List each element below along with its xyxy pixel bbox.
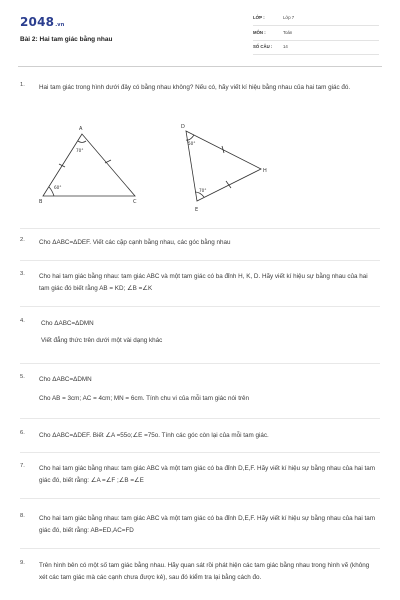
question-8 xyxy=(20,513,380,543)
question-6 xyxy=(20,430,380,450)
question-divider xyxy=(20,452,380,453)
question-number: 8. xyxy=(20,513,25,519)
question-divider xyxy=(20,418,380,419)
meta-value: Toán xyxy=(283,30,293,35)
vertex-label-b: B xyxy=(39,199,43,205)
question-3 xyxy=(20,271,380,301)
question-subtext: Cho AB = 3cm; AC = 4cm; MN = 6cm. Tính chu vi của mỗi tam giác nói trên xyxy=(39,395,250,402)
question-text: Cho ΔABC=ΔDEF. Viết các cặp cạnh bằng nhau, các góc bằng nhau xyxy=(39,239,231,246)
question-number: 4. xyxy=(20,318,25,324)
meta-row-subject xyxy=(253,29,379,41)
question-divider xyxy=(20,260,380,261)
meta-value: Lớp 7 xyxy=(283,15,295,20)
question-divider xyxy=(20,498,380,499)
question-text: Cho hai tam giác bằng nhau: tam giác ABC và một tam giác có ba đỉnh D,E,F. Hãy viết kí hiệu sự bằng nhau của hai tam giác đó, biết rằng: AB=ED,AC=FD xyxy=(39,515,376,534)
question-number: 9. xyxy=(20,560,25,566)
question-divider xyxy=(20,548,380,549)
question-text: Cho hai tam giác bằng nhau: tam giác ABC và một tam giác có ba đỉnh H, K, D. Hãy viết kí hiệu sự bằng nhau của hai tam giác đó biết rằng AB = KD; ∠B =∠K xyxy=(39,273,368,292)
question-number: 2. xyxy=(20,237,25,243)
logo-text: 2048 xyxy=(20,15,55,29)
meta-value: 14 xyxy=(283,44,288,49)
vertex-label-h: H xyxy=(263,168,267,174)
angle-label-b: 60° xyxy=(54,185,62,190)
angle-label-e: 70° xyxy=(199,188,207,193)
question-2 xyxy=(20,237,380,257)
lesson-title: Bài 2: Hai tam giác bằng nhau xyxy=(20,36,113,43)
question-divider xyxy=(20,306,380,307)
question-9 xyxy=(20,560,380,600)
vertex-label-a: A xyxy=(79,126,83,132)
question-1 xyxy=(20,82,380,232)
meta-label: LỚP : xyxy=(253,15,265,20)
page-header xyxy=(0,0,400,66)
question-subtext: Viết đẳng thức trên dưới một vài dạng khác xyxy=(41,337,163,344)
question-number: 5. xyxy=(20,374,25,380)
question-text: Trên hình bên có một số tam giác bằng nhau. Hãy quan sát rồi phát hiện các tam giác bằng nhau trong hình vẽ (không xét các tam giác mà các cạnh chưa được kẻ), sau đó kiểm tra lại bằng cách đo. xyxy=(39,562,370,581)
vertex-label-e: E xyxy=(195,207,199,213)
vertex-label-d: D xyxy=(181,124,185,130)
meta-row-count xyxy=(253,43,379,55)
question-text: Hai tam giác trong hình dưới đây có bằng nhau không? Nếu có, hãy viết kí hiệu bằng nhau của hai tam giác đó. xyxy=(39,84,351,91)
site-logo[interactable] xyxy=(20,15,65,29)
angle-label-a: 70° xyxy=(76,148,84,153)
header-divider xyxy=(18,66,382,67)
question-text: Cho ΔABC=ΔDEF. Biết ∠A =55o;∠E =75o. Tính các góc còn lại của mỗi tam giác. xyxy=(39,432,269,439)
question-5 xyxy=(20,374,380,414)
meta-label: SỐ CÂU : xyxy=(253,44,273,49)
question-4 xyxy=(20,318,380,358)
vertex-label-c: C xyxy=(133,199,137,205)
question-text: Cho hai tam giác bằng nhau: tam giác ABC và một tam giác có ba đỉnh D,E,F. Hãy viết kí hiệu sự bằng nhau của hai tam giác đó, biết rằng: ∠A =∠F ;∠B =∠E xyxy=(39,465,376,484)
angle-label-d: 50° xyxy=(188,141,196,146)
meta-row-class xyxy=(253,14,379,26)
question-7 xyxy=(20,463,380,493)
question-divider xyxy=(20,228,380,229)
question-divider xyxy=(20,363,380,364)
question-number: 1. xyxy=(20,82,25,88)
meta-label: MÔN : xyxy=(253,30,266,35)
question-text: Cho ΔABC=ΔDMN xyxy=(41,320,94,327)
question-number: 3. xyxy=(20,271,25,277)
logo-suffix: .vn xyxy=(55,22,65,28)
question-number: 7. xyxy=(20,463,25,469)
question-text: Cho ΔABC=ΔDMN xyxy=(39,376,92,383)
question-number: 6. xyxy=(20,430,25,436)
